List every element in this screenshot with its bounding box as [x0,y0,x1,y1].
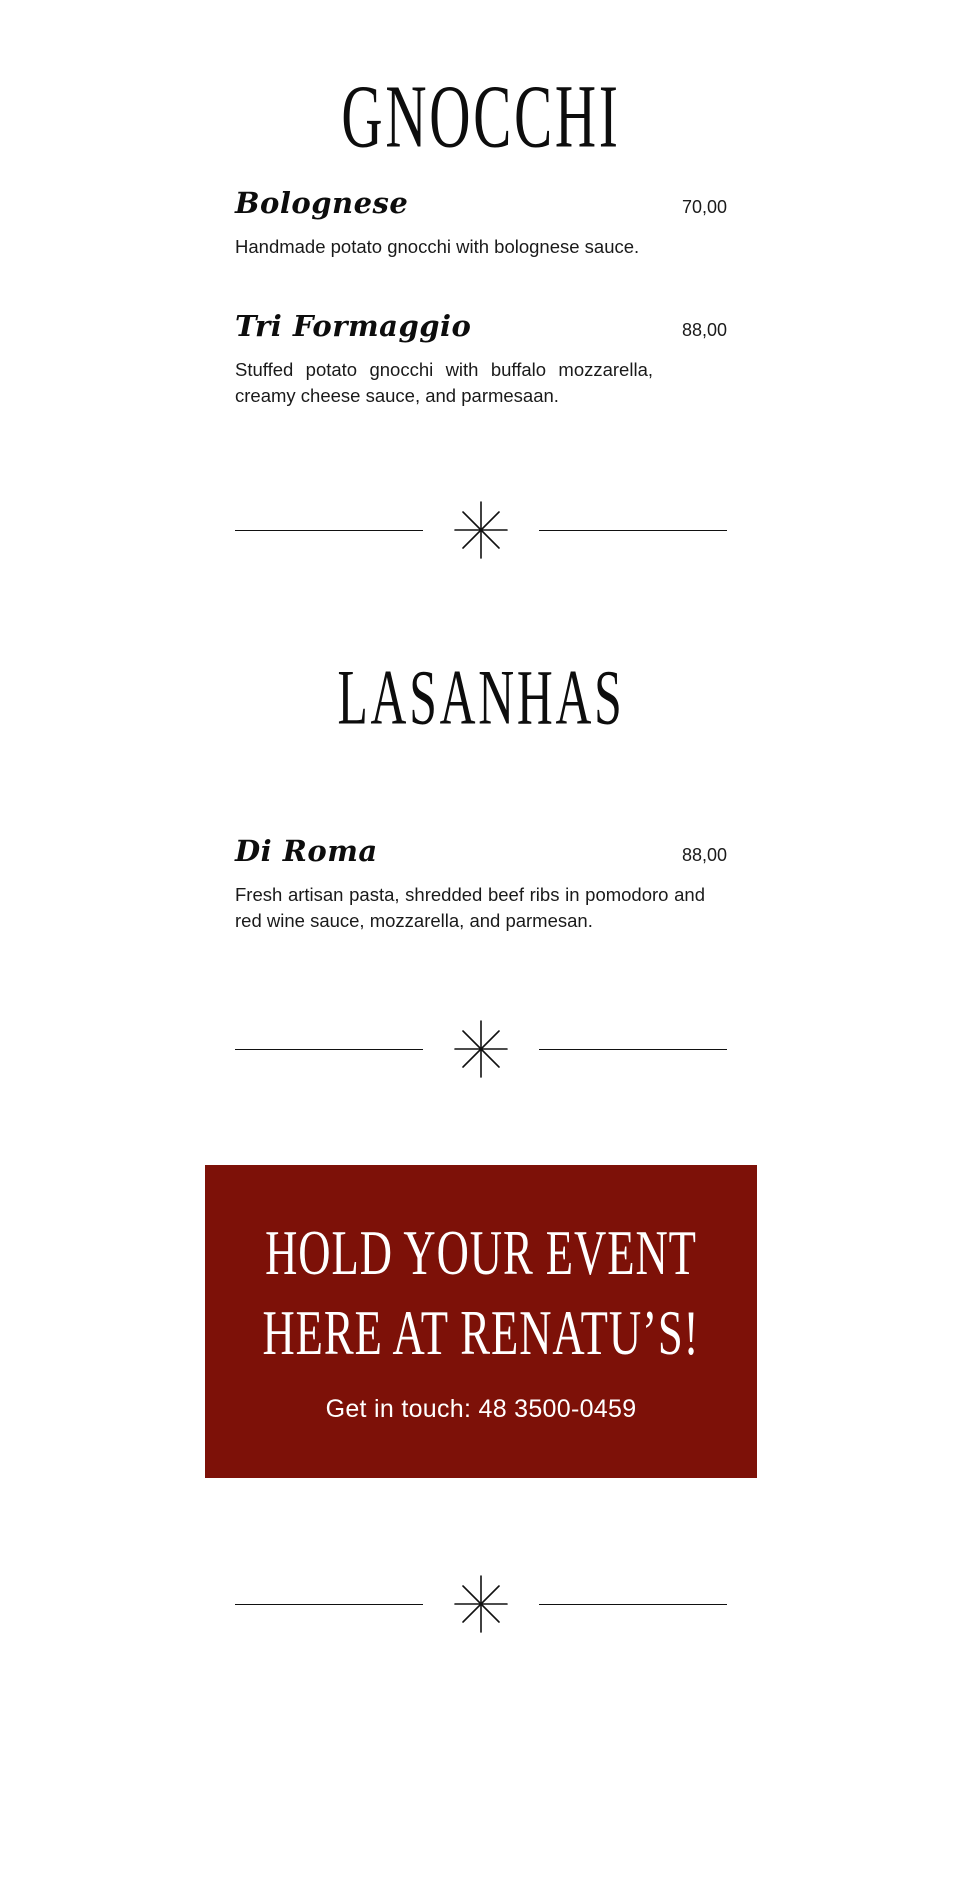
event-banner [205,1165,757,1478]
section-heading-gnocchi: GNOCCHI [341,68,621,167]
menu-items-gnocchi [235,188,727,408]
eight-point-star-icon [423,1574,539,1634]
menu-item [235,188,727,259]
menu-item-header [235,836,727,868]
menu-items-lasanhas [235,836,727,933]
divider-rule-left [235,1604,423,1605]
menu-item-price: 88,00 [681,320,727,341]
section-heading-lasanhas-wrap [0,638,962,758]
menu-item [235,311,727,408]
event-banner-line-2: HERE AT RENATU’S! [262,1299,700,1370]
section-heading-gnocchi-wrap [0,0,962,167]
menu-item-price: 88,00 [681,845,727,866]
menu-item-description: Stuffed potato gnocchi with buffalo mozzarella, creamy cheese sauce, and parmesaan. [235,359,653,406]
page-bottom-spacer [0,1634,962,1678]
divider-rule-left [235,530,423,531]
divider-rule-right [539,1049,727,1050]
divider-rule-right [539,530,727,531]
section-heading-lasanhas: LASANHAS [337,654,625,742]
divider-rule-left [235,1049,423,1050]
menu-item-price: 70,00 [681,197,727,217]
eight-point-star-icon [423,1019,539,1079]
event-banner-contact: Get in touch: 48 3500-0459 [325,1395,637,1424]
menu-item-header [235,188,727,220]
menu-item-name: Bolognese [235,186,409,220]
section-divider [235,1574,727,1634]
menu-item-name: Tri Formaggio [235,309,472,344]
menu-item-description: Fresh artisan pasta, shredded beef ribs in pomodoro and red wine sauce, mozzarella, and parmesan. [235,884,705,931]
menu-item-name: Di Roma [235,834,378,869]
eight-point-star-icon [423,500,539,560]
section-divider [235,1019,727,1079]
divider-rule-right [539,1604,727,1605]
menu-item [235,836,727,933]
event-banner-line-1: HOLD YOUR EVENT [265,1219,697,1290]
section-divider [235,500,727,560]
menu-item-description: Handmade potato gnocchi with bolognese sauce. [235,235,640,257]
menu-item-header [235,311,727,343]
